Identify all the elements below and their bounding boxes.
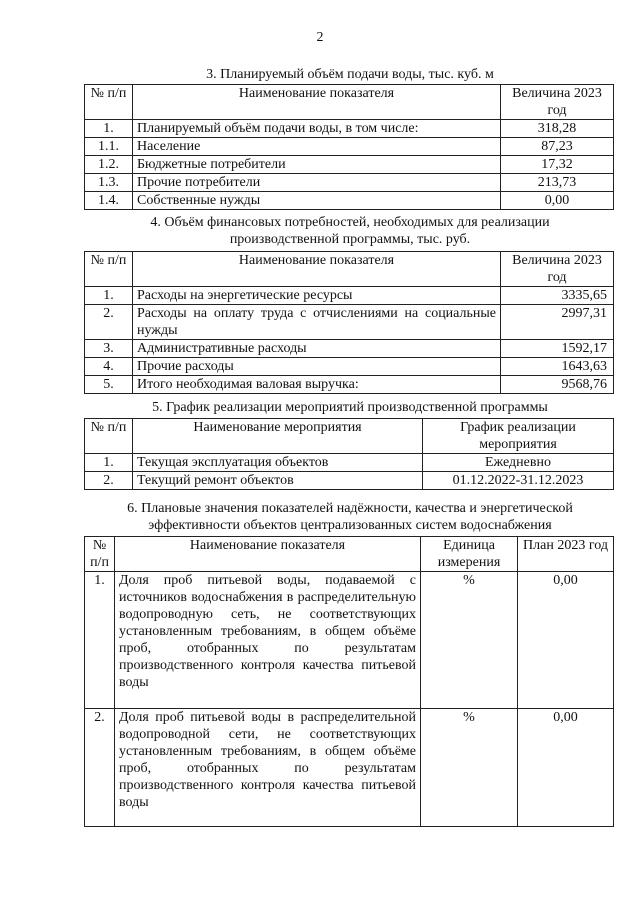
row-value: 2997,31 <box>501 305 614 340</box>
row-name: Расходы на оплату труда с отчислениями на социальные нужды <box>133 305 501 340</box>
row-num: 1.3. <box>85 174 133 192</box>
row-name: Доля проб питьевой воды в распределительной водопроводной сети, не соответствующих установленным требованиям, в общем объёме проб, отобранных по результатам производственного контроля качества питьевой воды <box>115 709 421 827</box>
table-header-row <box>85 419 614 454</box>
row-num: 2. <box>85 709 115 827</box>
row-value: 1592,17 <box>501 340 614 358</box>
header-value: Величина 2023 год <box>501 85 614 120</box>
table-row <box>85 572 614 709</box>
row-name: Административные расходы <box>133 340 501 358</box>
row-value: 87,23 <box>501 138 614 156</box>
section-5-table <box>84 418 614 490</box>
table-row <box>85 156 614 174</box>
header-name: Наименование мероприятия <box>133 419 423 454</box>
header-value: Величина 2023 год <box>501 252 614 287</box>
header-name: Наименование показателя <box>115 537 421 572</box>
row-schedule: 01.12.2022-31.12.2023 <box>423 472 614 490</box>
row-value: 9568,76 <box>501 376 614 394</box>
page-number: 2 <box>316 30 324 45</box>
table-row <box>85 120 614 138</box>
table-header-row <box>85 252 614 287</box>
section-4-title-line2: производственной программы, тыс. руб. <box>229 232 471 247</box>
table-row <box>85 376 614 394</box>
table-row <box>85 709 614 827</box>
row-num: 5. <box>85 376 133 394</box>
row-value: 3335,65 <box>501 287 614 305</box>
header-unit: Единица измерения <box>421 537 518 572</box>
row-plan: 0,00 <box>518 709 614 827</box>
header-num: № п/п <box>85 252 133 287</box>
row-name: Бюджетные потребители <box>133 156 501 174</box>
row-name: Расходы на энергетические ресурсы <box>133 287 501 305</box>
row-name: Прочие расходы <box>133 358 501 376</box>
row-value: 0,00 <box>501 192 614 210</box>
section-6-title <box>70 500 630 534</box>
row-name: Население <box>133 138 501 156</box>
header-name: Наименование показателя <box>133 252 501 287</box>
row-num: 1. <box>85 287 133 305</box>
row-num: 1. <box>85 120 133 138</box>
row-name: Текущая эксплуатация объектов <box>133 454 423 472</box>
section-5-title: 5. График реализации мероприятий производственной программы <box>152 400 548 415</box>
table-row <box>85 340 614 358</box>
section-4-table <box>84 251 614 394</box>
row-num: 1. <box>85 572 115 709</box>
row-name: Прочие потребители <box>133 174 501 192</box>
row-value: 17,32 <box>501 156 614 174</box>
row-unit: % <box>421 709 518 827</box>
row-name: Планируемый объём подачи воды, в том числе: <box>133 120 501 138</box>
header-name: Наименование показателя <box>133 85 501 120</box>
row-num: 1.2. <box>85 156 133 174</box>
table-row <box>85 192 614 210</box>
section-4-title-line1: 4. Объём финансовых потребностей, необходимых для реализации <box>150 215 550 230</box>
table-row <box>85 287 614 305</box>
row-num: 3. <box>85 340 133 358</box>
table-row <box>85 174 614 192</box>
row-num: 2. <box>85 472 133 490</box>
row-name: Текущий ремонт объектов <box>133 472 423 490</box>
table-row <box>85 305 614 340</box>
table-row <box>85 472 614 490</box>
row-name: Собственные нужды <box>133 192 501 210</box>
header-num: № п/п <box>85 419 133 454</box>
table-header-row <box>85 85 614 120</box>
row-num: 1.1. <box>85 138 133 156</box>
row-name: Итого необходимая валовая выручка: <box>133 376 501 394</box>
row-value: 1643,63 <box>501 358 614 376</box>
row-value: 318,28 <box>501 120 614 138</box>
header-schedule: График реализации мероприятия <box>423 419 614 454</box>
section-6-title-line1: 6. Плановые значения показателей надёжности, качества и энергетической <box>127 501 573 516</box>
header-plan: План 2023 год <box>518 537 614 572</box>
row-value: 213,73 <box>501 174 614 192</box>
row-plan: 0,00 <box>518 572 614 709</box>
row-num: 2. <box>85 305 133 340</box>
row-name: Доля проб питьевой воды, подаваемой с источников водоснабжения в распределительную водопроводную сеть, не соответствующих установленным требованиям, в общем объёме проб, отобранных по результатам производственного контроля качества питьевой воды <box>115 572 421 709</box>
table-row <box>85 454 614 472</box>
section-6-title-line2: эффективности объектов централизованных систем водоснабжения <box>148 518 552 533</box>
section-3-table <box>84 84 614 210</box>
section-6-table <box>84 536 614 827</box>
row-schedule: Ежедневно <box>423 454 614 472</box>
table-row <box>85 138 614 156</box>
row-num: 1. <box>85 454 133 472</box>
table-header-row <box>85 537 614 572</box>
row-unit: % <box>421 572 518 709</box>
header-num: № п/п <box>85 537 115 572</box>
table-row <box>85 358 614 376</box>
row-num: 4. <box>85 358 133 376</box>
header-num: № п/п <box>85 85 133 120</box>
section-4-title <box>90 214 610 248</box>
row-num: 1.4. <box>85 192 133 210</box>
section-3-title: 3. Планируемый объём подачи воды, тыс. куб. м <box>206 67 494 82</box>
